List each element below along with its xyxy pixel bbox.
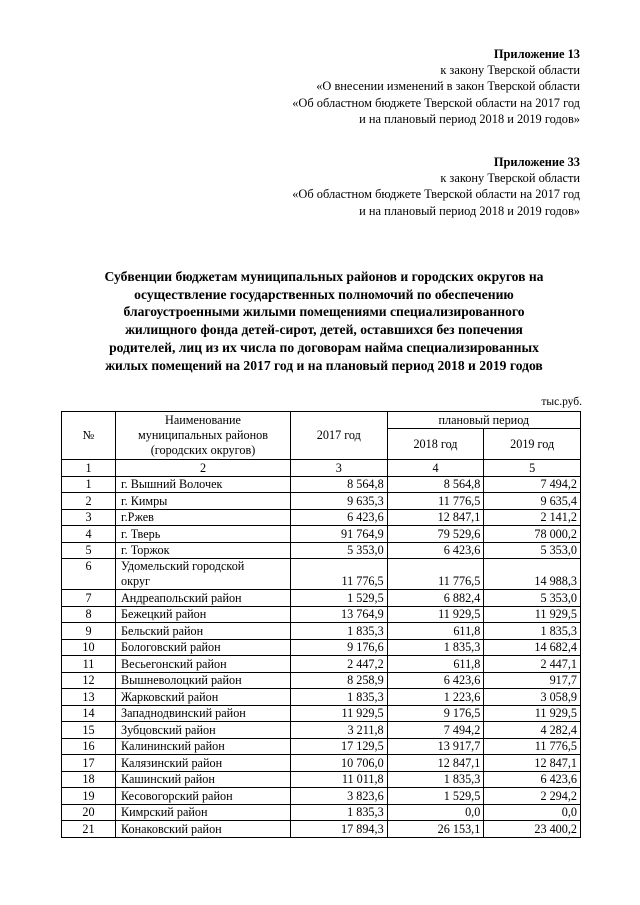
value-2018: 1 835,3: [387, 771, 484, 788]
row-number: 14: [62, 705, 116, 722]
value-2019: 11 929,5: [484, 705, 581, 722]
value-2019: 78 000,2: [484, 526, 581, 543]
value-2019: 3 058,9: [484, 689, 581, 706]
row-name: Конаковский район: [116, 821, 291, 838]
title-line: родителей, лиц из их числа по договорам найма специализированных: [109, 339, 539, 355]
value-2017: 10 706,0: [291, 755, 388, 772]
row-name: Калязинский район: [116, 755, 291, 772]
appendix-33-block: [292, 154, 580, 219]
value-2017: 17 894,3: [291, 821, 388, 838]
row-name: Западнодвинский район: [116, 705, 291, 722]
value-2018: 6 423,6: [387, 672, 484, 689]
title-line: благоустроенными жилыми помещениями специализированного: [123, 304, 525, 320]
appendix-13-line: и на плановый период 2018 и 2019 годов»: [359, 111, 580, 126]
row-name: [116, 559, 291, 590]
value-2019: 23 400,2: [484, 821, 581, 838]
row-name: г.Ржев: [116, 509, 291, 526]
title-line: жилищного фонда детей-сирот, детей, оставшихся без попечения: [125, 322, 523, 338]
value-2017: 2 447,2: [291, 656, 388, 673]
table-row: [62, 542, 581, 559]
value-2018: 0,0: [387, 804, 484, 821]
table-row: [62, 722, 581, 739]
header-2018: 2018 год: [387, 429, 484, 460]
header-name: [116, 412, 291, 460]
value-2019: 917,7: [484, 672, 581, 689]
row-name: Кашинский район: [116, 771, 291, 788]
index-cell: 1: [62, 460, 116, 477]
row-number: 1: [62, 476, 116, 493]
index-cell: 3: [291, 460, 388, 477]
value-2017: 1 529,5: [291, 590, 388, 607]
row-number: 9: [62, 623, 116, 640]
row-name: г. Тверь: [116, 526, 291, 543]
row-number: 15: [62, 722, 116, 739]
value-2018: 6 882,4: [387, 590, 484, 607]
row-number: 21: [62, 821, 116, 838]
value-2017: 3 823,6: [291, 788, 388, 805]
appendix-33-line: и на плановый период 2018 и 2019 годов»: [359, 203, 580, 218]
appendix-13-line: «Об областном бюджете Тверской области на 2017 год: [292, 95, 580, 110]
value-2017: 8 564,8: [291, 476, 388, 493]
table-row: [62, 788, 581, 805]
value-2017: 5 353,0: [291, 542, 388, 559]
value-2017: 11 929,5: [291, 705, 388, 722]
header-num: №: [62, 412, 116, 460]
row-number: 6: [62, 559, 116, 590]
value-2019: 9 635,4: [484, 493, 581, 510]
row-number: 4: [62, 526, 116, 543]
value-2018: 1 529,5: [387, 788, 484, 805]
value-2019: 11 929,5: [484, 606, 581, 623]
row-number: 11: [62, 656, 116, 673]
value-2019: 11 776,5: [484, 738, 581, 755]
table-row: [62, 476, 581, 493]
table-header-row: [62, 412, 581, 429]
value-2019: 14 988,3: [484, 559, 581, 590]
table-row: [62, 656, 581, 673]
table-row: [62, 590, 581, 607]
table-row: [62, 738, 581, 755]
table-row: [62, 821, 581, 838]
row-number: 19: [62, 788, 116, 805]
table-row: [62, 623, 581, 640]
table-row: [62, 639, 581, 656]
appendix-13-line: к закону Тверской области: [440, 63, 580, 78]
table-row: [62, 672, 581, 689]
value-2017: 11 776,5: [291, 559, 388, 590]
value-2019: 12 847,1: [484, 755, 581, 772]
value-2019: 2 447,1: [484, 656, 581, 673]
value-2017: 8 258,9: [291, 672, 388, 689]
value-2018: 7 494,2: [387, 722, 484, 739]
subventions-table: [61, 411, 581, 838]
value-2018: 1 223,6: [387, 689, 484, 706]
value-2019: 2 294,2: [484, 788, 581, 805]
value-2017: 9 635,3: [291, 493, 388, 510]
document-title: [60, 268, 588, 374]
header-name-line: (городских округов): [150, 443, 256, 457]
row-number: 17: [62, 755, 116, 772]
value-2019: 7 494,2: [484, 476, 581, 493]
row-name-line: округ: [121, 574, 151, 588]
value-2017: 3 211,8: [291, 722, 388, 739]
value-2017: 6 423,6: [291, 509, 388, 526]
appendix-33-heading: Приложение 33: [493, 155, 580, 169]
value-2019: 5 353,0: [484, 590, 581, 607]
table-row: [62, 689, 581, 706]
value-2018: 8 564,8: [387, 476, 484, 493]
row-name: Бежецкий район: [116, 606, 291, 623]
row-number: 5: [62, 542, 116, 559]
row-name: Вышневолоцкий район: [116, 672, 291, 689]
row-number: 20: [62, 804, 116, 821]
header-2017: 2017 год: [291, 412, 388, 460]
table-row: [62, 606, 581, 623]
value-2019: 14 682,4: [484, 639, 581, 656]
header-2019: 2019 год: [484, 429, 581, 460]
row-name: г. Вышний Волочек: [116, 476, 291, 493]
value-2019: 1 835,3: [484, 623, 581, 640]
row-name: Жарковский район: [116, 689, 291, 706]
value-2018: 1 835,3: [387, 639, 484, 656]
appendix-33-line: к закону Тверской области: [440, 171, 580, 186]
row-number: 13: [62, 689, 116, 706]
row-number: 10: [62, 639, 116, 656]
row-number: 7: [62, 590, 116, 607]
value-2018: 12 847,1: [387, 509, 484, 526]
value-2018: 12 847,1: [387, 755, 484, 772]
value-2018: 9 176,5: [387, 705, 484, 722]
value-2017: 1 835,3: [291, 689, 388, 706]
value-2019: 2 141,2: [484, 509, 581, 526]
row-name: Кесовогорский район: [116, 788, 291, 805]
title-line: жилых помещений на 2017 год и на плановый период 2018 и 2019 годов: [105, 357, 543, 373]
table-row: [62, 509, 581, 526]
row-name: Весьегонский район: [116, 656, 291, 673]
column-index-row: [62, 460, 581, 477]
row-name: Зубцовский район: [116, 722, 291, 739]
value-2018: 79 529,6: [387, 526, 484, 543]
row-name: Калининский район: [116, 738, 291, 755]
header-name-line: муниципальных районов: [138, 428, 268, 442]
value-2017: 11 011,8: [291, 771, 388, 788]
table-row: [62, 559, 581, 590]
index-cell: 4: [387, 460, 484, 477]
table-row: [62, 755, 581, 772]
value-2017: 17 129,5: [291, 738, 388, 755]
value-2017: 9 176,6: [291, 639, 388, 656]
value-2019: 5 353,0: [484, 542, 581, 559]
row-number: 8: [62, 606, 116, 623]
value-2018: 6 423,6: [387, 542, 484, 559]
value-2017: 13 764,9: [291, 606, 388, 623]
row-name: Бельский район: [116, 623, 291, 640]
index-cell: 5: [484, 460, 581, 477]
value-2018: 611,8: [387, 623, 484, 640]
appendix-33-line: «Об областном бюджете Тверской области на 2017 год: [292, 187, 580, 202]
index-cell: 2: [116, 460, 291, 477]
value-2018: 11 929,5: [387, 606, 484, 623]
title-line: Субвенции бюджетам муниципальных районов и городских округов на: [104, 269, 544, 284]
row-number: 2: [62, 493, 116, 510]
value-2017: 1 835,3: [291, 804, 388, 821]
value-2017: 91 764,9: [291, 526, 388, 543]
appendix-13-heading: Приложение 13: [493, 47, 580, 61]
value-2018: 611,8: [387, 656, 484, 673]
value-2019: 4 282,4: [484, 722, 581, 739]
value-2018: 13 917,7: [387, 738, 484, 755]
value-2019: 0,0: [484, 804, 581, 821]
row-number: 18: [62, 771, 116, 788]
row-name: г. Кимры: [116, 493, 291, 510]
row-name: г. Торжок: [116, 542, 291, 559]
value-2018: 11 776,5: [387, 493, 484, 510]
row-name: Кимрский район: [116, 804, 291, 821]
value-2018: 26 153,1: [387, 821, 484, 838]
row-name-line: Удомельский городской: [121, 559, 245, 573]
unit-label: тыс.руб.: [541, 396, 582, 408]
header-name-line: Наименование: [165, 413, 241, 427]
value-2017: 1 835,3: [291, 623, 388, 640]
table-row: [62, 493, 581, 510]
header-planned: плановый период: [387, 412, 580, 429]
row-name: Бологовский район: [116, 639, 291, 656]
appendix-13-block: [292, 46, 580, 127]
value-2019: 6 423,6: [484, 771, 581, 788]
row-number: 12: [62, 672, 116, 689]
table-row: [62, 771, 581, 788]
row-number: 3: [62, 509, 116, 526]
title-line: осуществление государственных полномочий по обеспечению: [134, 286, 514, 302]
appendix-13-line: «О внесении изменений в закон Тверской области: [316, 79, 580, 94]
table-row: [62, 705, 581, 722]
row-name: Андреапольский район: [116, 590, 291, 607]
row-number: 16: [62, 738, 116, 755]
table-row: [62, 526, 581, 543]
table-row: [62, 804, 581, 821]
value-2018: 11 776,5: [387, 559, 484, 590]
